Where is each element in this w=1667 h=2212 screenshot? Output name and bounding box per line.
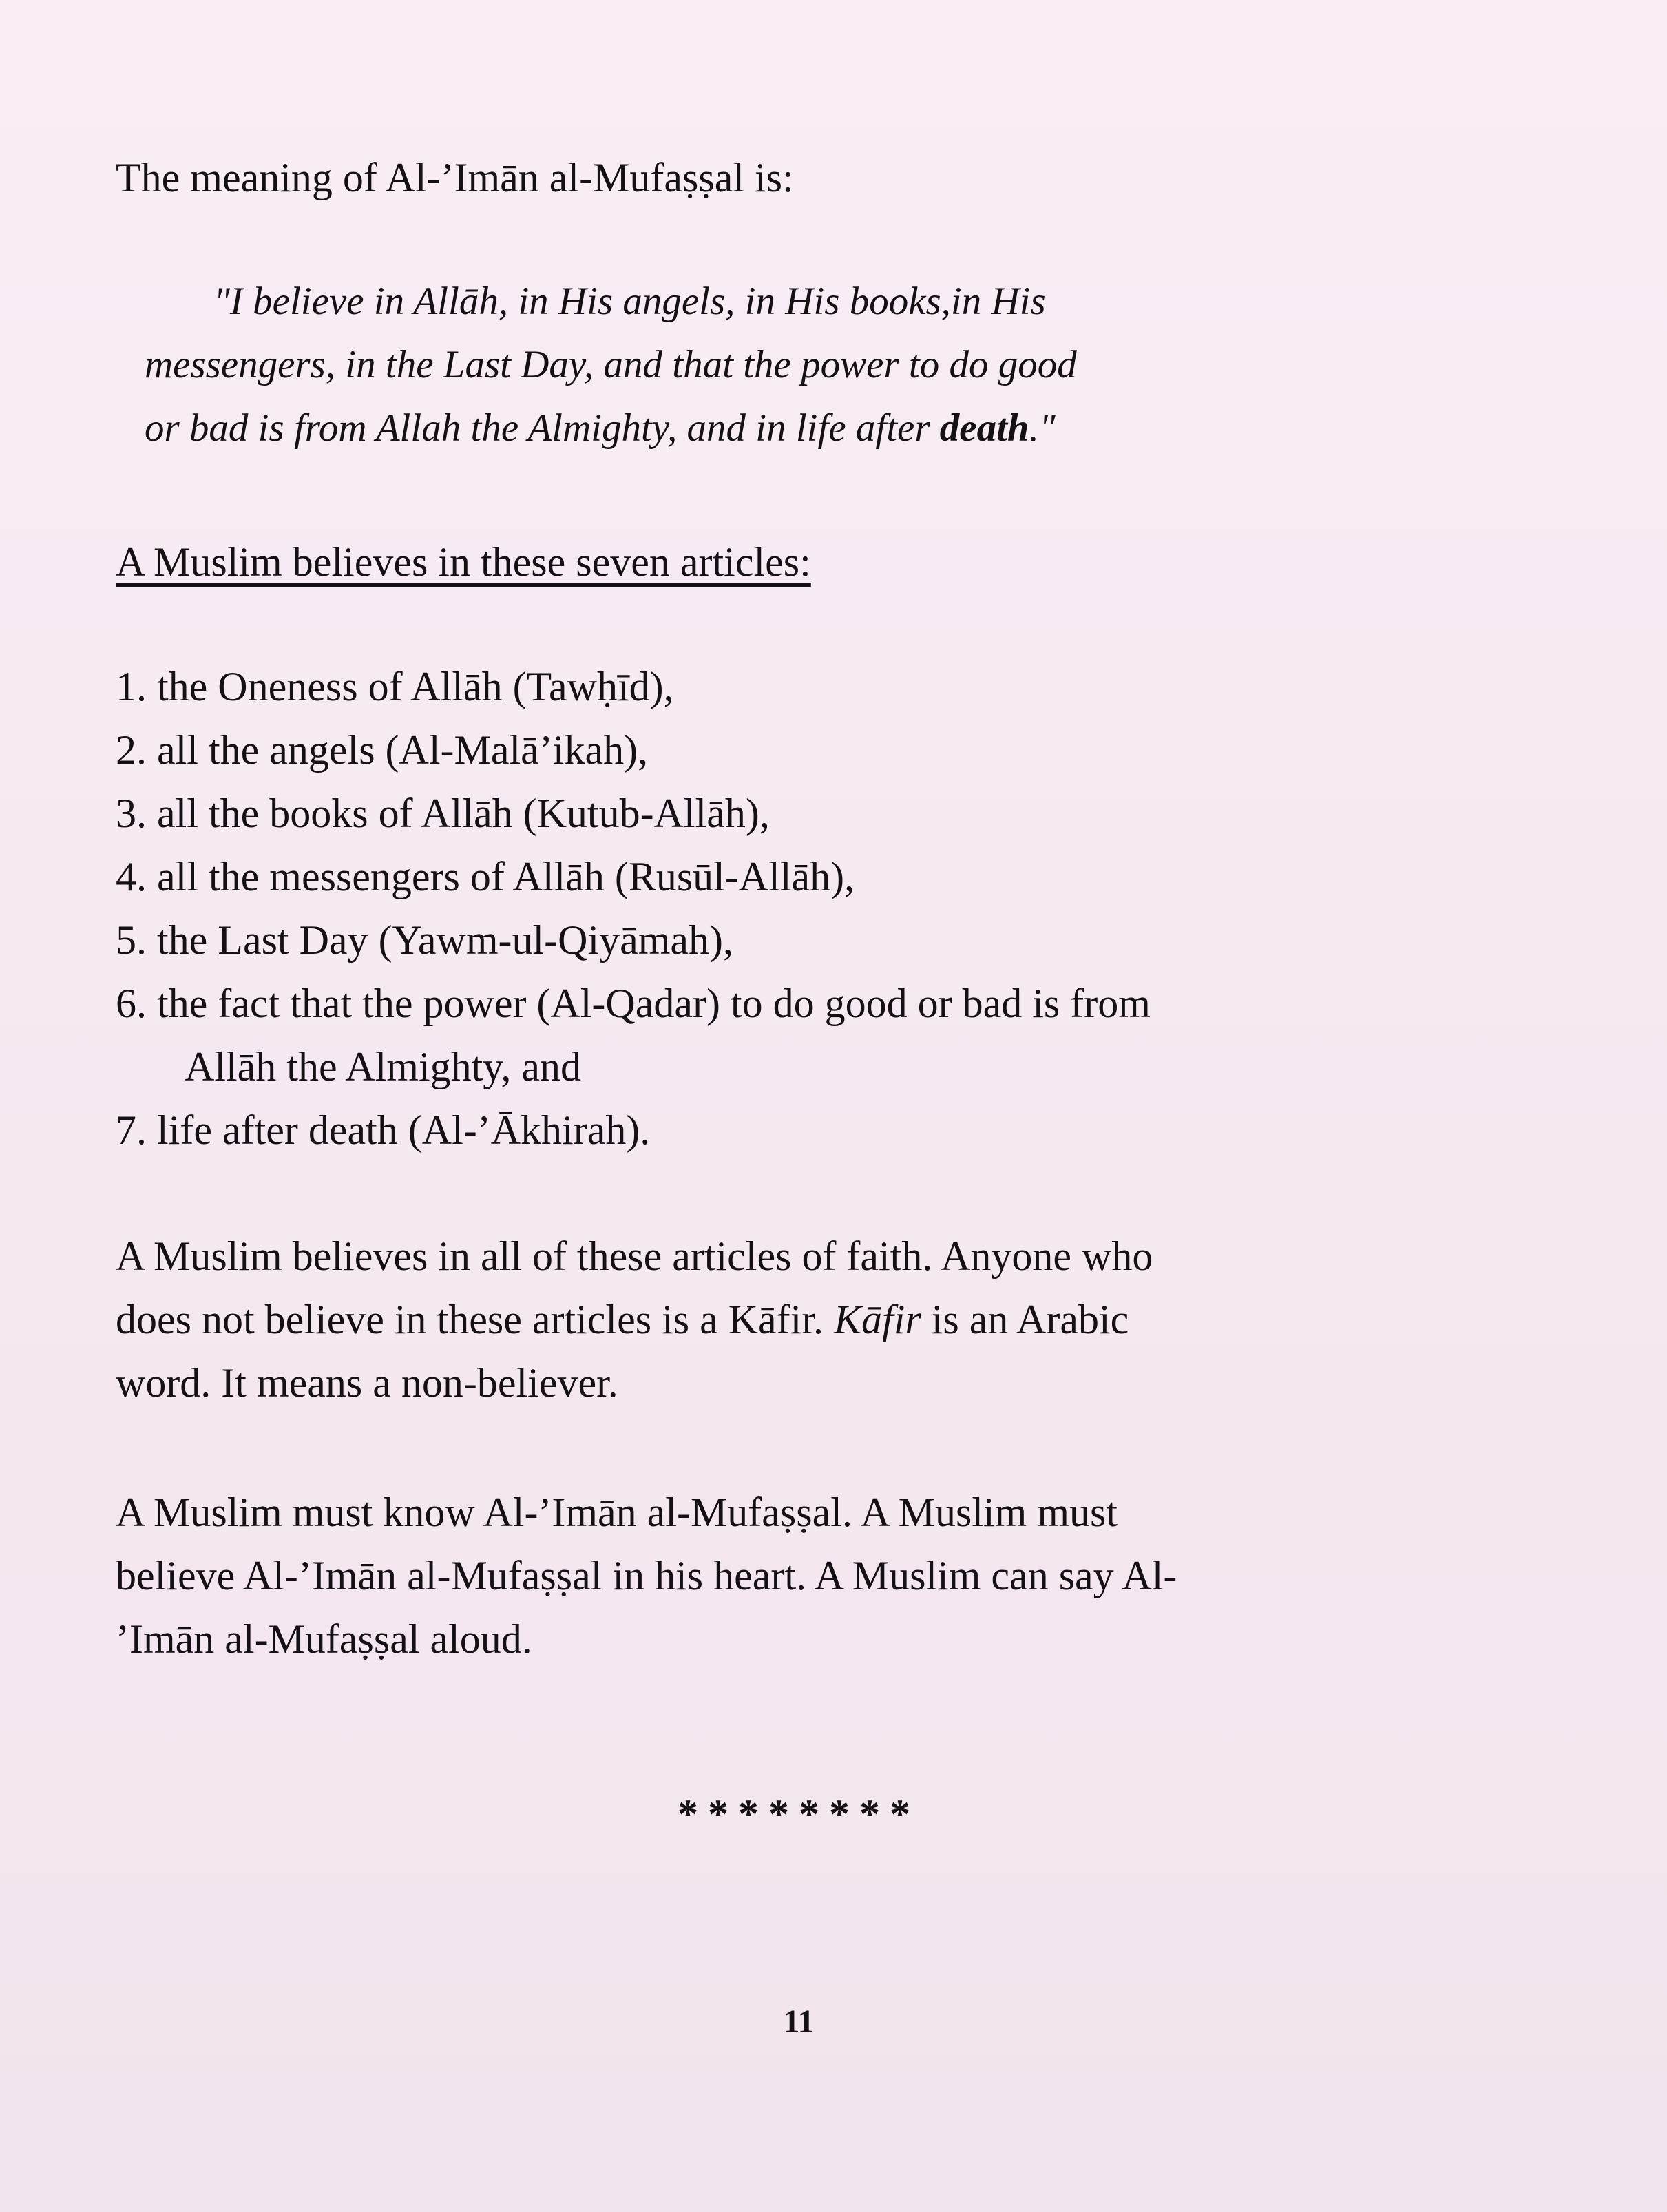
quote-line-3: [145, 397, 1494, 460]
kafir-term: Kāfir: [834, 1297, 921, 1342]
quote-line-1: "I believe in Allāh, in His angels, in His books,in His: [213, 280, 1046, 323]
faith-paragraph: [116, 1224, 1500, 1415]
faith-line-3: word. It means a non-believer.: [116, 1360, 618, 1406]
mufassal-line-2: believe Al-’Imān al-Mufaṣṣal in his heart. A Muslim can say Al-: [116, 1553, 1177, 1598]
quote-line-2: messengers, in the Last Day, and that the power to do good: [145, 343, 1077, 386]
faith-line-2: [116, 1288, 1500, 1351]
article-item-6: 6. the fact that the power (Al-Qadar) to do good or bad is from: [116, 981, 1151, 1026]
article-item-4: 4. all the messengers of Allāh (Rusūl-Allāh),: [116, 854, 855, 899]
faith-line-2-end: is an Arabic: [921, 1297, 1129, 1342]
iman-quote: [145, 270, 1494, 460]
article-item-3: 3. all the books of Allāh (Kutub-Allāh),: [116, 791, 770, 836]
quote-line-3-end: .": [1029, 406, 1056, 450]
page-number: 11: [783, 2003, 815, 2040]
quote-death-word: death: [939, 406, 1029, 450]
article-item-5: 5. the Last Day (Yawm-ul-Qiyāmah),: [116, 917, 734, 963]
mufassal-paragraph: [116, 1481, 1500, 1671]
section-separator: ********: [678, 1791, 920, 1837]
article-list: [116, 655, 1500, 1162]
intro-line: The meaning of Al-’Imān al-Mufaṣṣal is:: [116, 155, 794, 200]
article-item-7: 7. life after death (Al-’Ākhirah).: [116, 1107, 651, 1153]
quote-line-3-start: or bad is from Allah the Almighty, and in life after: [145, 406, 940, 450]
faith-line-2-start: does not believe in these articles is a Kāfir.: [116, 1297, 834, 1342]
articles-heading: A Muslim believes in these seven articles:: [116, 539, 811, 585]
mufassal-line-1: A Muslim must know Al-’Imān al-Mufaṣṣal. A Muslim must: [116, 1490, 1118, 1535]
article-item-1: 1. the Oneness of Allāh (Tawḥīd),: [116, 664, 674, 709]
article-item-2: 2. all the angels (Al-Malā’ikah),: [116, 727, 649, 773]
mufassal-line-3: ’Imān al-Mufaṣṣal aloud.: [116, 1616, 532, 1662]
faith-line-1: A Muslim believes in all of these articles of faith. Anyone who: [116, 1233, 1153, 1279]
article-item-6-continued: Allāh the Almighty, and: [185, 1044, 582, 1089]
